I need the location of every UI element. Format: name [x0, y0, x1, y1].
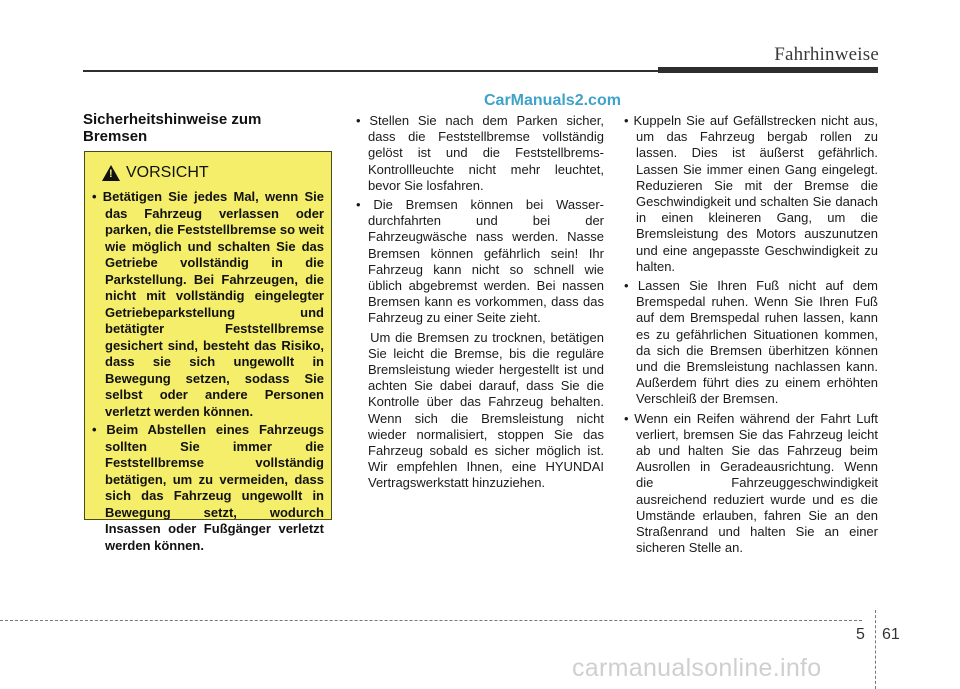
- warning-header: [102, 164, 324, 182]
- running-header: Fahrhinweise: [774, 44, 879, 65]
- warning-box: [84, 151, 332, 553]
- paragraph: Um die Bremsen zu trocknen, betätigen Sie leicht die Bremse, bis die reguläre Bremsleistung wieder hergestellt ist und achten Sie dabei darauf, dass Sie die Kontrolle über das Fahrzeug behalten. Wenn sich die Bremsleistung nicht wieder normalisiert, stoppen Sie das Fahrzeug sobald es sicher möglich ist. Wir empfehlen Ihnen, eine HYUNDAI Vertragswerkstatt hinzuziehen.: [368, 329, 604, 491]
- bullet-item: • Kuppeln Sie auf Gefällstrecken nicht aus, um das Fahrzeug bergab rollen zu lassen. Dies ist äußerst gefährlich. Lassen Sie immer einen Gang eingelegt. Reduzieren Sie mit der Bremse die Geschwindigkeit und schalten Sie danach in einen kleineren Gang, um die Bremsleistung des Motors auszunutzen und eine angepasste Geschwindigkeit zu halten.: [624, 113, 878, 274]
- page-number: 61: [882, 626, 900, 643]
- text-column-3: [624, 113, 878, 559]
- warning-title: VORSICHT: [126, 164, 209, 181]
- text-column-2: [356, 113, 604, 492]
- section-title: Sicherheitshinweise zum Bremsen: [83, 111, 262, 145]
- chapter-number: 5: [856, 626, 865, 643]
- bullet-item: • Die Bremsen können bei Wasser-durchfahrten und bei der Fahrzeugwäsche nass werden. Nasse Bremsen können gefährlich sein! Ihr Fahrzeug kann nicht so schnell wie üblich abgebremst werden. Bei nassen Bremsen kann es vorkommen, dass das Fahrzeug zu einer Seite zieht.: [356, 197, 604, 326]
- bullet-item: • Stellen Sie nach dem Parken sicher, dass die Feststellbremse vollständig gelöst ist und die Feststellbrems-Kontrollleuchte nicht mehr leuchtet, bevor Sie losfahren.: [356, 113, 604, 193]
- footer-rule: [0, 620, 862, 621]
- footer-watermark[interactable]: carmanualsonline.info: [572, 654, 822, 682]
- warning-item: • Beim Abstellen eines Fahrzeugs sollten Sie immer die Feststellbremse vollständig betätigen, um zu vermeiden, dass sich das Fahrzeug ungewollt in Bewegung setzt, wodurch Insassen oder Fußgänger verletzt werden können.: [92, 422, 324, 553]
- warning-item: • Betätigen Sie jedes Mal, wenn Sie das Fahrzeug verlassen oder parken, die Feststellbremse so weit wie möglich und schalten Sie das Getriebe vollständig in die Parkstellung. Bei Fahrzeugen, die nicht mit vollständig eingelegter Getriebeparkstellung und betätigter Feststellbremse gesichert sind, besteht das Risiko, dass sie sich ungewollt in Bewegung setzen, sodass Sie selbst oder andere Personen verletzt werden können.: [92, 189, 324, 419]
- header-rule: [83, 70, 658, 72]
- warning-triangle-icon: !: [102, 165, 120, 181]
- bullet-item: • Lassen Sie Ihren Fuß nicht auf dem Bremspedal ruhen. Wenn Sie Ihren Fuß auf dem Bremspedal ruhen lassen, kann es zu gefährlichen Situationen kommen, da sich die Bremsen überhitzen können und die Bremsleistung nachlassen kann. Außerdem führt dies zu einem erhöhten Verschleiß der Bremsen.: [624, 278, 878, 407]
- header-rule-accent: [658, 67, 878, 73]
- footer-divider: [875, 610, 876, 689]
- watermark-link[interactable]: CarManuals2.com: [484, 92, 621, 109]
- bullet-item: • Wenn ein Reifen während der Fahrt Luft verliert, bremsen Sie das Fahrzeug leicht ab und halten Sie das Fahrzeug beim Ausrollen in Geradeausrichtung. Wenn die Fahrzeuggeschwindigkeit ausreichend reduziert wurde und es die Umstände erlauben, fahren Sie an den Straßenrand und halten Sie an einer sicheren Stelle an.: [624, 410, 878, 556]
